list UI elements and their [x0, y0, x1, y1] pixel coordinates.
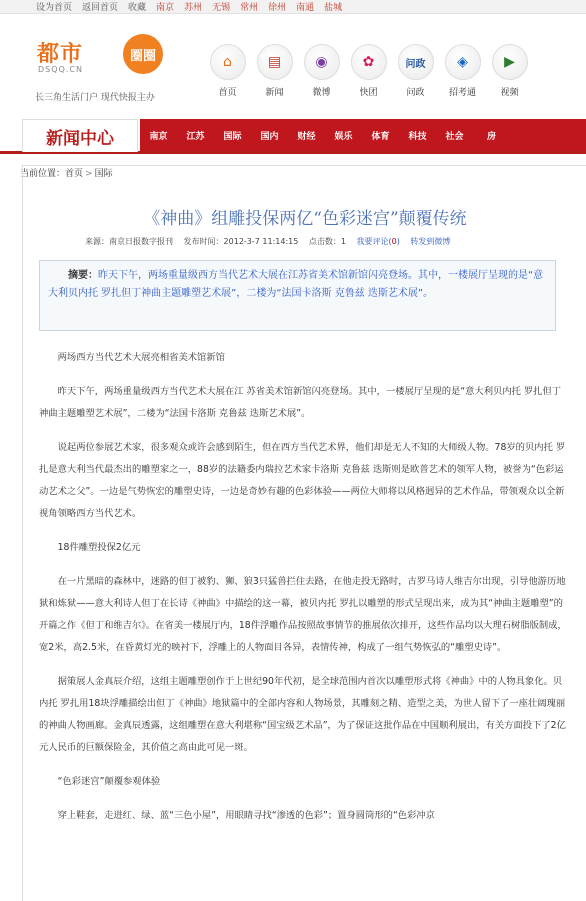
nav-icon-exam[interactable] [442, 44, 483, 98]
city-link-xuzhou[interactable]: 徐州 [268, 3, 287, 13]
nav-label-weibo: 微博 [312, 88, 331, 98]
summary-paragraph [48, 267, 547, 303]
video-icon: ▶ [504, 54, 515, 70]
breadcrumb-home[interactable]: 首页 [65, 169, 84, 179]
channel-nav-nanjing[interactable]: 南京 [149, 131, 168, 142]
newspaper-icon: ▤ [267, 54, 282, 70]
article-subheading: “色彩迷宫”颠覆参观体验 [57, 776, 161, 787]
channel-nav-tech[interactable]: 科技 [408, 131, 427, 142]
set-homepage-link[interactable]: 设为首页 [36, 3, 73, 13]
channel-title: 新闻中心 [22, 119, 138, 152]
top-utility-bar [0, 0, 586, 14]
summary-text: 昨天下午，两场重量级西方当代艺术大展在江苏省美术馆新馆闪亮登场。其中，一楼展厅呈现的是“意大利贝内托 罗扎但丁神曲主题雕塑艺术展”，二楼为“法国卡洛斯 克鲁兹 迭斯艺术展”。 [48, 270, 544, 299]
bookmark-link[interactable]: 收藏 [128, 3, 147, 13]
site-slogan: 长三角生活门户 现代快报主办 [35, 93, 155, 103]
nav-label-wenzheng: 问政 [406, 88, 425, 98]
site-header [0, 14, 586, 103]
city-link-suzhou[interactable]: 苏州 [184, 3, 203, 13]
nav-icon-video[interactable] [489, 44, 530, 98]
article-paragraph: 在一片黑暗的森林中，迷路的但丁被豹、狮、狼3只猛兽拦住去路，在他走投无路时，古罗马诗人维吉尔出现，引导他游历地狱和炼狱——意大利诗人但丁在长诗《神曲》中描绘的这一幕，被贝内托 罗扎以雕塑的形式呈现出来，成为其“神曲主题雕塑”的开篇之作《但丁和维吉尔》。在省美一楼展厅内，18件浮雕作品按照故事情节的推展依次排开，这些作品均以大理石树脂版制成，宽2米，高2.5米，在昏黄灯光的映衬下，浮雕上的人物面目各异，表情传神，构成了一组气势恢弘的“雕塑史诗”。 [39, 576, 567, 653]
back-home-link[interactable]: 返回首页 [82, 3, 119, 13]
city-link-changzhou[interactable]: 常州 [240, 3, 259, 13]
comment-count: 0 [391, 237, 397, 246]
publish-time: 2012-3-7 11:14:15 [223, 237, 299, 246]
breadcrumb-international[interactable]: 国际 [94, 169, 113, 179]
article-body [39, 347, 569, 839]
channel-bar [0, 119, 586, 154]
nav-label-home: 首页 [218, 88, 237, 98]
article-title: 《神曲》组雕投保两亿“色彩迷宫”颠覆传统 [143, 209, 467, 229]
comment-link[interactable]: 我要评论(0) [356, 237, 400, 246]
channel-nav [140, 119, 586, 151]
article-paragraph: 说起两位参展艺术家，很多观众或许会感到陌生，但在西方当代艺术界，他们却是无人不知的大师级人物。78岁的贝内托 罗扎是意大利当代最杰出的雕塑家之一，88岁的法籍委内瑞拉艺术家卡洛斯 克鲁兹 迭斯则是欧普艺术的领军人物，被誉为“色彩运动艺术之父”。一边是气势恢宏的雕塑史诗，一边是奇妙有趣的色彩体验——两位大师将以风格迥异的艺术作品，带领观众以全新视角领略西方当代艺术。 [39, 442, 566, 519]
wenzheng-icon: 问政 [405, 58, 426, 70]
article-paragraph: 穿上鞋套，走进红、绿、蓝“三色小屋”，用眼睛寻找“渗透的色彩”；置身圆筒形的“色彩冲京 [57, 810, 435, 821]
city-link-nanjing[interactable]: 南京 [156, 3, 175, 13]
channel-nav-house[interactable]: 房 [486, 131, 496, 142]
article-panel [22, 165, 586, 901]
channel-nav-domestic[interactable]: 国内 [260, 131, 279, 142]
channel-nav-international[interactable]: 国际 [223, 131, 242, 142]
city-link-wuxi[interactable]: 无锡 [212, 3, 231, 13]
nav-icon-wenzheng[interactable] [395, 44, 436, 98]
article-subheading: 两场西方当代艺术大展亮相省美术馆新馆 [57, 352, 225, 363]
logo-circle-icon: 圈圈 [123, 34, 163, 74]
icon-navigation [207, 44, 530, 98]
source-value: 南京日报数字报刊 [109, 237, 173, 246]
site-logo[interactable] [35, 32, 175, 82]
clicks-label: 点击数： [308, 237, 341, 246]
weibo-icon: ◉ [315, 54, 328, 70]
channel-nav-entertainment[interactable]: 娱乐 [334, 131, 353, 142]
article-meta [85, 236, 450, 247]
breadcrumb-separator: > [85, 169, 93, 179]
home-icon: ⌂ [223, 54, 232, 70]
article-paragraph: 据策展人金真辰介绍，这组主题雕塑创作于上世纪90年代初，是全球范围内首次以雕塑形式将《神曲》中的人物具象化。贝内托 罗扎用18块浮雕描绘出但丁《神曲》地狱篇中的全部内容和人物场景，其雕刻之精、造型之美，为世人留下了一座壮阔瑰丽的神曲人物画廊。金真辰透露，这组雕塑在意大利堪称“国宝级艺术品”，为了保证这批作品在中国顺利展出，有关方面投下了2亿元人民币的巨额保险金，其价值之高由此可见一斑。 [39, 676, 566, 753]
article-summary-box [39, 260, 556, 331]
breadcrumb-prefix: 当前位置： [20, 169, 66, 179]
channel-nav-sports[interactable]: 体育 [371, 131, 390, 142]
article-subheading: 18件雕塑投保2亿元 [57, 542, 141, 553]
comment-link-label: 我要评论 [356, 237, 389, 246]
city-link-yancheng[interactable]: 盐城 [324, 3, 343, 13]
nav-label-exam: 招考通 [448, 88, 476, 98]
channel-nav-finance[interactable]: 财经 [297, 131, 316, 142]
click-count: 1 [340, 237, 346, 246]
source-label: 来源： [85, 237, 109, 246]
nav-icon-home[interactable] [207, 44, 248, 98]
nav-label-news: 新闻 [265, 88, 284, 98]
channel-nav-jiangsu[interactable]: 江苏 [186, 131, 205, 142]
nav-icon-news[interactable] [254, 44, 295, 98]
logo-text: 都市 [37, 42, 84, 67]
summary-label: 摘要： [68, 270, 98, 281]
channel-nav-society[interactable]: 社会 [445, 131, 464, 142]
time-label: 发布时间： [183, 237, 224, 246]
exam-icon: ◈ [457, 54, 468, 70]
logo-domain: DSQQ.CN [38, 65, 83, 74]
nav-label-video: 视频 [500, 88, 519, 98]
nav-label-group-buy: 快团 [359, 88, 378, 98]
city-link-nantong[interactable]: 南通 [296, 3, 315, 13]
group-buy-icon: ✿ [362, 54, 375, 70]
forward-weibo-link[interactable]: 转发到微博 [410, 237, 451, 246]
nav-icon-group-buy[interactable] [348, 44, 389, 98]
article-paragraph: 昨天下午，两场重量级西方当代艺术大展在江 苏省美术馆新馆闪亮登场。其中，一楼展厅呈现的是“意大利贝内托 罗扎但丁神曲主题雕塑艺术展”，二楼为“法国卡洛斯 克鲁兹 迭斯艺术展”。 [39, 386, 562, 419]
nav-icon-weibo[interactable] [301, 44, 342, 98]
